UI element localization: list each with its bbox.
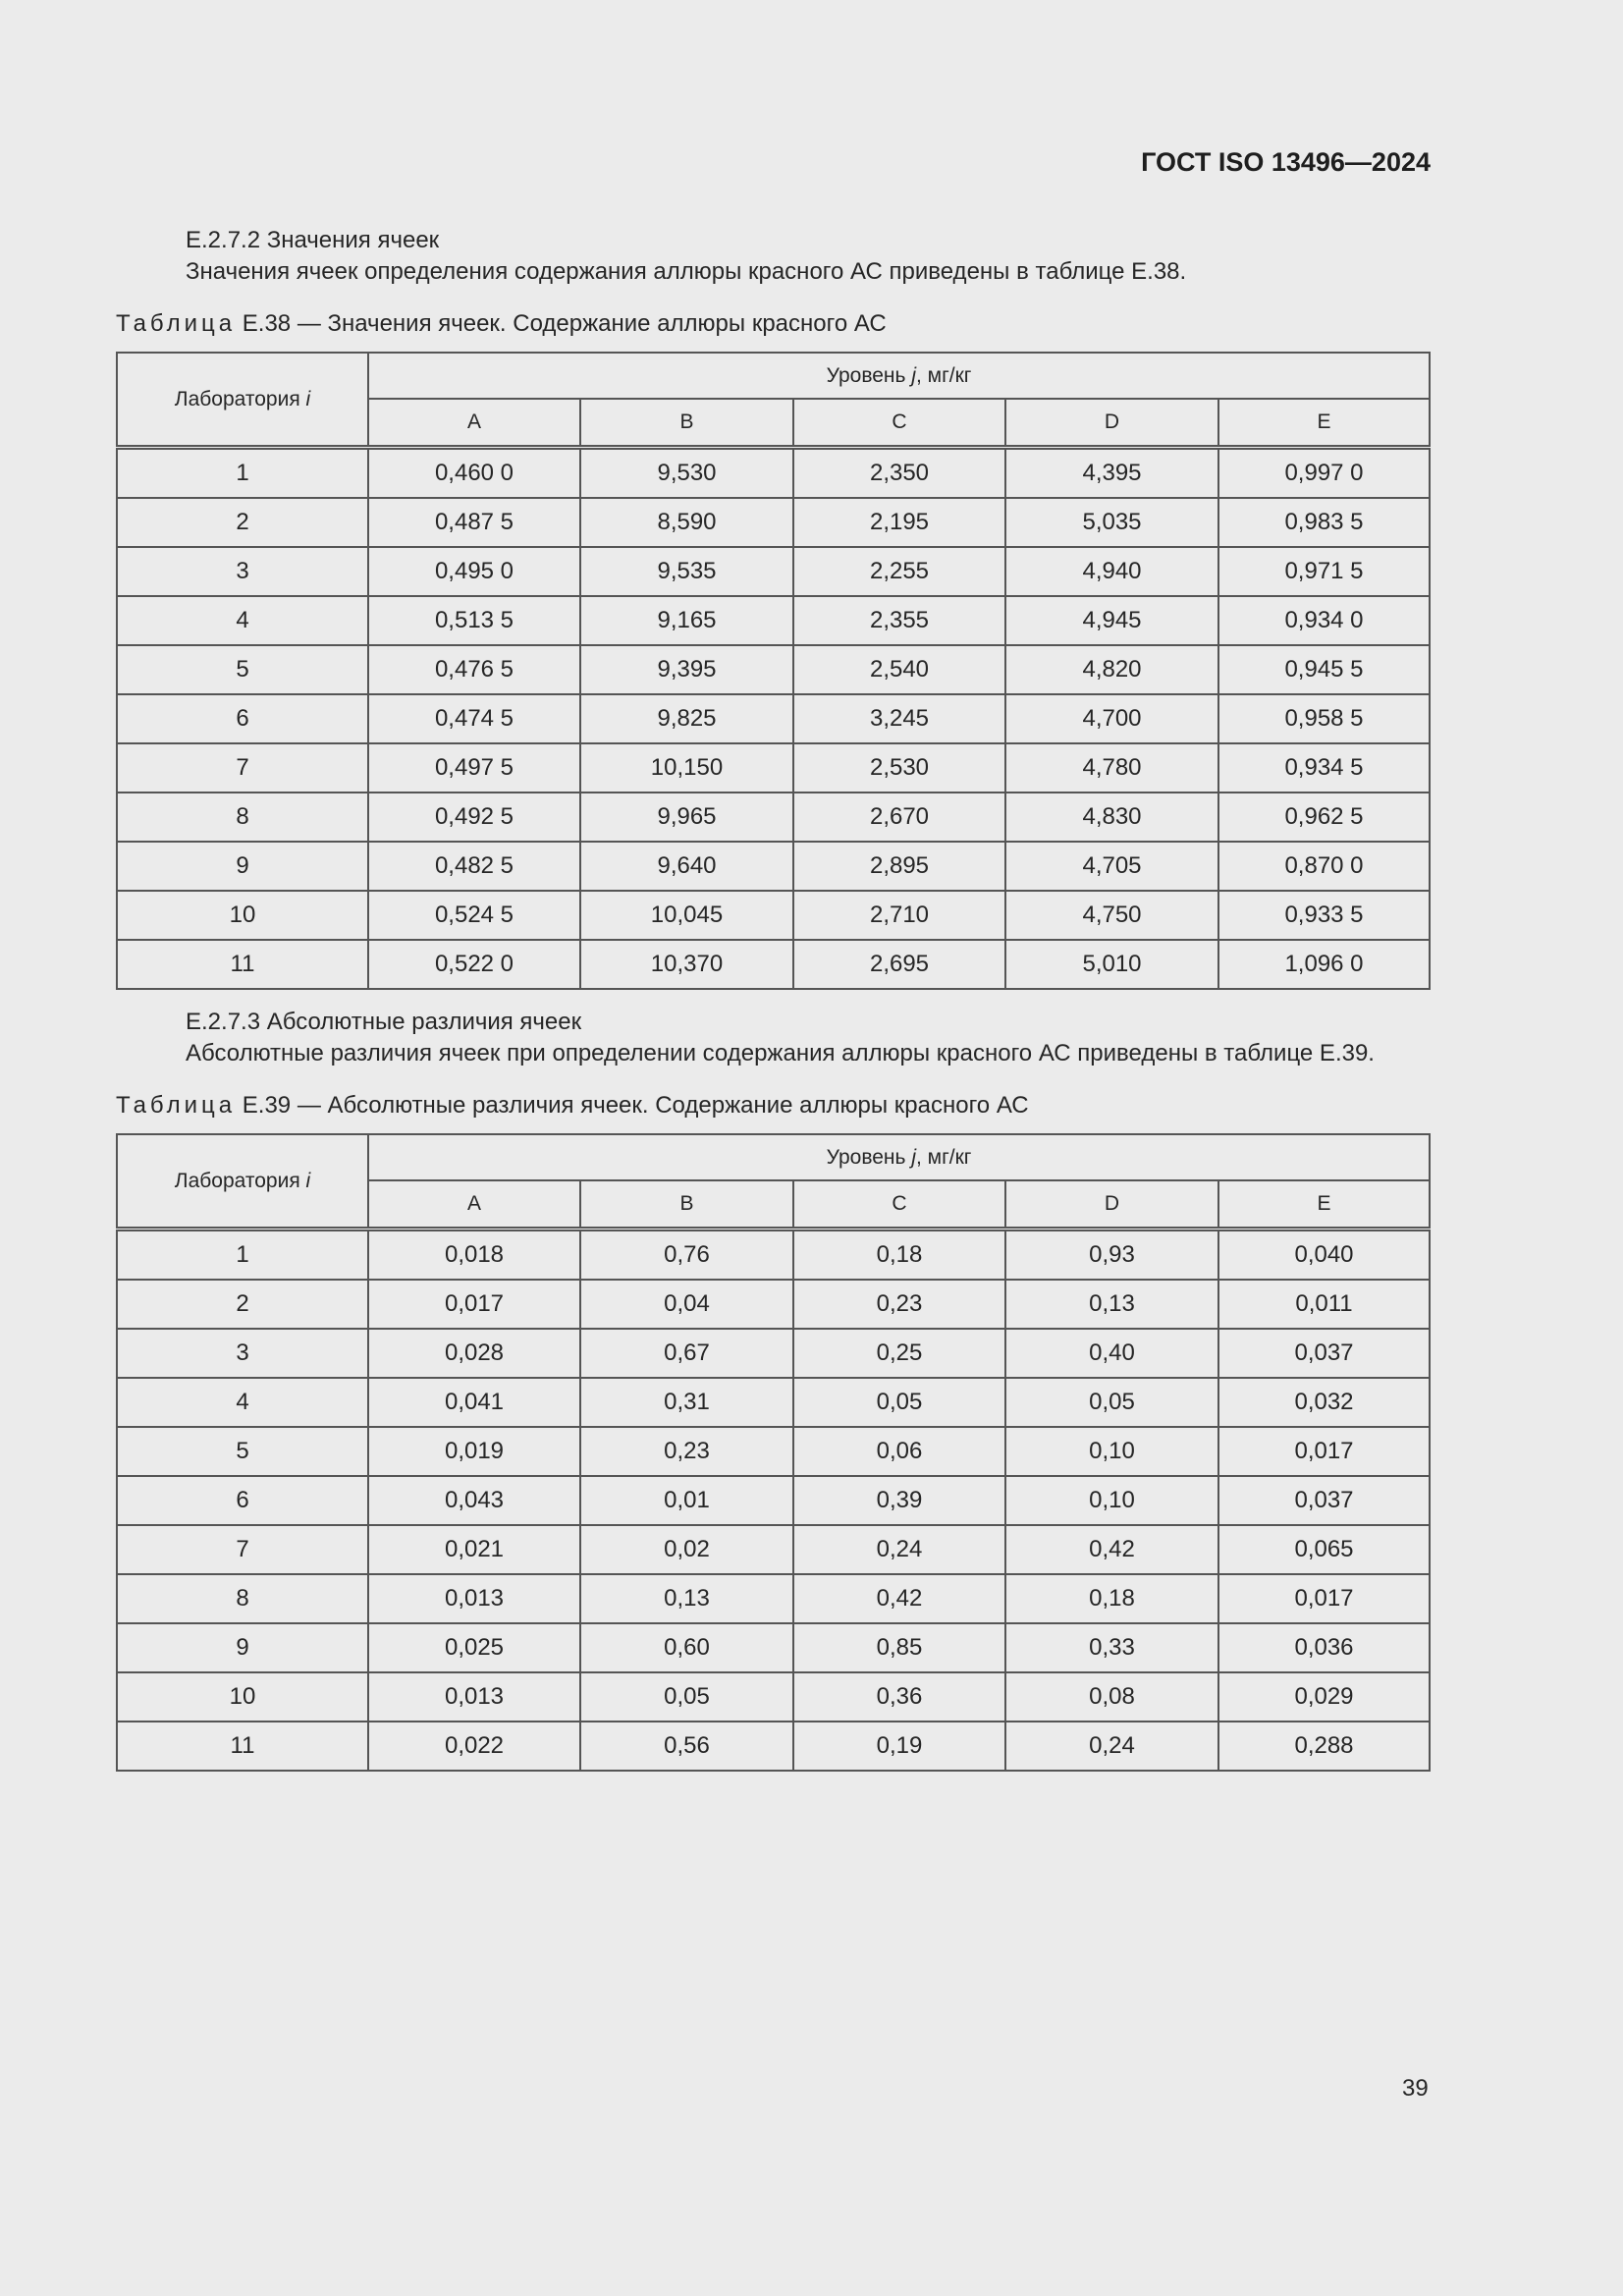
value-cell: 0,945 5 bbox=[1218, 645, 1430, 694]
value-cell: 2,255 bbox=[793, 547, 1005, 596]
table-row bbox=[117, 448, 1430, 499]
table-row bbox=[117, 1427, 1430, 1476]
lab-number-cell: 1 bbox=[117, 1230, 368, 1281]
lab-number-cell: 4 bbox=[117, 596, 368, 645]
table38-lab-var: i bbox=[305, 387, 311, 410]
table-row bbox=[117, 793, 1430, 842]
table39-caption-text: Е.39 — Абсолютные различия ячеек. Содержание аллюры красного АС bbox=[242, 1092, 1029, 1119]
table38-level-label: Уровень bbox=[826, 363, 906, 387]
table39-level-var: j bbox=[911, 1145, 916, 1169]
value-cell: 0,02 bbox=[580, 1525, 793, 1574]
value-cell: 0,04 bbox=[580, 1280, 793, 1329]
table-row bbox=[117, 1230, 1430, 1281]
value-cell: 0,05 bbox=[580, 1672, 793, 1722]
table39-col-header: E bbox=[1218, 1180, 1430, 1230]
table39-caption bbox=[116, 1090, 1029, 1121]
table-row bbox=[117, 842, 1430, 891]
table38-body bbox=[117, 448, 1430, 990]
value-cell: 2,350 bbox=[793, 448, 1005, 499]
lab-number-cell: 11 bbox=[117, 940, 368, 989]
lab-number-cell: 3 bbox=[117, 1329, 368, 1378]
value-cell: 10,370 bbox=[580, 940, 793, 989]
table39-lab-label: Лаборатория bbox=[174, 1169, 300, 1192]
value-cell: 0,958 5 bbox=[1218, 694, 1430, 743]
value-cell: 0,24 bbox=[1005, 1722, 1218, 1771]
table39-col-header: A bbox=[368, 1180, 580, 1230]
value-cell: 1,096 0 bbox=[1218, 940, 1430, 989]
value-cell: 0,474 5 bbox=[368, 694, 580, 743]
lab-number-cell: 11 bbox=[117, 1722, 368, 1771]
table38-caption bbox=[116, 308, 887, 340]
value-cell: 0,962 5 bbox=[1218, 793, 1430, 842]
value-cell: 9,825 bbox=[580, 694, 793, 743]
value-cell: 0,983 5 bbox=[1218, 498, 1430, 547]
value-cell: 0,513 5 bbox=[368, 596, 580, 645]
value-cell: 9,165 bbox=[580, 596, 793, 645]
value-cell: 0,021 bbox=[368, 1525, 580, 1574]
value-cell: 0,025 bbox=[368, 1623, 580, 1672]
value-cell: 0,42 bbox=[1005, 1525, 1218, 1574]
value-cell: 0,524 5 bbox=[368, 891, 580, 940]
page-number: 39 bbox=[1402, 2075, 1429, 2102]
table38-caption-prefix: Таблица bbox=[116, 310, 237, 337]
table-row bbox=[117, 1574, 1430, 1623]
value-cell: 4,700 bbox=[1005, 694, 1218, 743]
value-cell: 0,013 bbox=[368, 1672, 580, 1722]
value-cell: 0,870 0 bbox=[1218, 842, 1430, 891]
value-cell: 0,288 bbox=[1218, 1722, 1430, 1771]
value-cell: 0,31 bbox=[580, 1378, 793, 1427]
value-cell: 4,780 bbox=[1005, 743, 1218, 793]
lab-number-cell: 8 bbox=[117, 793, 368, 842]
value-cell: 0,971 5 bbox=[1218, 547, 1430, 596]
value-cell: 0,522 0 bbox=[368, 940, 580, 989]
value-cell: 0,029 bbox=[1218, 1672, 1430, 1722]
value-cell: 0,05 bbox=[793, 1378, 1005, 1427]
value-cell: 0,85 bbox=[793, 1623, 1005, 1672]
value-cell: 0,24 bbox=[793, 1525, 1005, 1574]
lab-number-cell: 9 bbox=[117, 842, 368, 891]
table38-col-header: D bbox=[1005, 399, 1218, 448]
value-cell: 0,460 0 bbox=[368, 448, 580, 499]
value-cell: 2,695 bbox=[793, 940, 1005, 989]
table-row bbox=[117, 891, 1430, 940]
value-cell: 0,60 bbox=[580, 1623, 793, 1672]
value-cell: 4,830 bbox=[1005, 793, 1218, 842]
table38-lab-label: Лаборатория bbox=[174, 387, 300, 410]
value-cell: 9,965 bbox=[580, 793, 793, 842]
value-cell: 0,017 bbox=[368, 1280, 580, 1329]
value-cell: 0,040 bbox=[1218, 1230, 1430, 1281]
section-e273-text: Абсолютные различия ячеек при определении содержания аллюры красного АС приведены в таблице Е.39. bbox=[186, 1040, 1375, 1066]
value-cell: 0,032 bbox=[1218, 1378, 1430, 1427]
value-cell: 4,395 bbox=[1005, 448, 1218, 499]
value-cell: 10,045 bbox=[580, 891, 793, 940]
value-cell: 0,497 5 bbox=[368, 743, 580, 793]
value-cell: 0,08 bbox=[1005, 1672, 1218, 1722]
lab-number-cell: 4 bbox=[117, 1378, 368, 1427]
value-cell: 0,487 5 bbox=[368, 498, 580, 547]
section-e273-title: Е.2.7.3 Абсолютные различия ячеек bbox=[186, 1009, 582, 1035]
value-cell: 2,355 bbox=[793, 596, 1005, 645]
value-cell: 2,540 bbox=[793, 645, 1005, 694]
value-cell: 0,13 bbox=[1005, 1280, 1218, 1329]
value-cell: 0,39 bbox=[793, 1476, 1005, 1525]
lab-number-cell: 9 bbox=[117, 1623, 368, 1672]
value-cell: 0,18 bbox=[1005, 1574, 1218, 1623]
value-cell: 0,42 bbox=[793, 1574, 1005, 1623]
value-cell: 0,67 bbox=[580, 1329, 793, 1378]
value-cell: 0,492 5 bbox=[368, 793, 580, 842]
lab-number-cell: 2 bbox=[117, 498, 368, 547]
table39-col-header: C bbox=[793, 1180, 1005, 1230]
value-cell: 0,041 bbox=[368, 1378, 580, 1427]
value-cell: 0,76 bbox=[580, 1230, 793, 1281]
value-cell: 4,940 bbox=[1005, 547, 1218, 596]
value-cell: 0,037 bbox=[1218, 1329, 1430, 1378]
value-cell: 0,25 bbox=[793, 1329, 1005, 1378]
value-cell: 2,530 bbox=[793, 743, 1005, 793]
value-cell: 0,043 bbox=[368, 1476, 580, 1525]
table39-level-header bbox=[368, 1134, 1430, 1180]
table38-caption-text: Е.38 — Значения ячеек. Содержание аллюры красного АС bbox=[242, 310, 887, 337]
value-cell: 8,590 bbox=[580, 498, 793, 547]
value-cell: 0,06 bbox=[793, 1427, 1005, 1476]
value-cell: 0,01 bbox=[580, 1476, 793, 1525]
table39-lab-var: i bbox=[305, 1169, 311, 1192]
value-cell: 0,18 bbox=[793, 1230, 1005, 1281]
value-cell: 10,150 bbox=[580, 743, 793, 793]
lab-number-cell: 6 bbox=[117, 694, 368, 743]
table-row bbox=[117, 596, 1430, 645]
table38-level-header bbox=[368, 353, 1430, 399]
table-row bbox=[117, 1280, 1430, 1329]
table-row bbox=[117, 1525, 1430, 1574]
value-cell: 0,037 bbox=[1218, 1476, 1430, 1525]
table-row bbox=[117, 1378, 1430, 1427]
table-row bbox=[117, 940, 1430, 989]
table-e38 bbox=[116, 352, 1431, 990]
value-cell: 0,934 5 bbox=[1218, 743, 1430, 793]
lab-number-cell: 5 bbox=[117, 645, 368, 694]
table39-col-header: D bbox=[1005, 1180, 1218, 1230]
table38-col-header: E bbox=[1218, 399, 1430, 448]
table-row bbox=[117, 1329, 1430, 1378]
table38-col-header: C bbox=[793, 399, 1005, 448]
lab-number-cell: 10 bbox=[117, 891, 368, 940]
value-cell: 0,934 0 bbox=[1218, 596, 1430, 645]
value-cell: 2,895 bbox=[793, 842, 1005, 891]
lab-number-cell: 7 bbox=[117, 1525, 368, 1574]
value-cell: 0,23 bbox=[580, 1427, 793, 1476]
table38-level-var: j bbox=[911, 363, 916, 387]
value-cell: 5,035 bbox=[1005, 498, 1218, 547]
value-cell: 0,93 bbox=[1005, 1230, 1218, 1281]
table39-body bbox=[117, 1230, 1430, 1772]
value-cell: 0,019 bbox=[368, 1427, 580, 1476]
value-cell: 9,530 bbox=[580, 448, 793, 499]
lab-number-cell: 10 bbox=[117, 1672, 368, 1722]
value-cell: 0,05 bbox=[1005, 1378, 1218, 1427]
table-row bbox=[117, 694, 1430, 743]
table-row bbox=[117, 1672, 1430, 1722]
value-cell: 0,40 bbox=[1005, 1329, 1218, 1378]
value-cell: 0,23 bbox=[793, 1280, 1005, 1329]
value-cell: 0,036 bbox=[1218, 1623, 1430, 1672]
value-cell: 2,195 bbox=[793, 498, 1005, 547]
value-cell: 0,017 bbox=[1218, 1574, 1430, 1623]
value-cell: 3,245 bbox=[793, 694, 1005, 743]
value-cell: 0,022 bbox=[368, 1722, 580, 1771]
value-cell: 0,013 bbox=[368, 1574, 580, 1623]
table39-caption-prefix: Таблица bbox=[116, 1092, 237, 1119]
value-cell: 0,495 0 bbox=[368, 547, 580, 596]
value-cell: 0,933 5 bbox=[1218, 891, 1430, 940]
standard-designation: ГОСТ ISO 13496—2024 bbox=[1141, 147, 1431, 177]
table-row bbox=[117, 547, 1430, 596]
table-row bbox=[117, 1476, 1430, 1525]
value-cell: 5,010 bbox=[1005, 940, 1218, 989]
table39-level-unit: , мг/кг bbox=[915, 1145, 972, 1169]
value-cell: 0,13 bbox=[580, 1574, 793, 1623]
value-cell: 0,56 bbox=[580, 1722, 793, 1771]
lab-number-cell: 2 bbox=[117, 1280, 368, 1329]
value-cell: 0,017 bbox=[1218, 1427, 1430, 1476]
lab-number-cell: 3 bbox=[117, 547, 368, 596]
value-cell: 2,670 bbox=[793, 793, 1005, 842]
lab-number-cell: 1 bbox=[117, 448, 368, 499]
value-cell: 0,10 bbox=[1005, 1476, 1218, 1525]
value-cell: 0,065 bbox=[1218, 1525, 1430, 1574]
table38-col-header: B bbox=[580, 399, 793, 448]
lab-number-cell: 8 bbox=[117, 1574, 368, 1623]
table38-level-unit: , мг/кг bbox=[915, 363, 972, 387]
table-row bbox=[117, 1623, 1430, 1672]
value-cell: 0,36 bbox=[793, 1672, 1005, 1722]
value-cell: 0,482 5 bbox=[368, 842, 580, 891]
value-cell: 2,710 bbox=[793, 891, 1005, 940]
value-cell: 0,33 bbox=[1005, 1623, 1218, 1672]
value-cell: 0,997 0 bbox=[1218, 448, 1430, 499]
table38-lab-header bbox=[117, 353, 368, 448]
value-cell: 0,476 5 bbox=[368, 645, 580, 694]
table38-col-header: A bbox=[368, 399, 580, 448]
table-e39 bbox=[116, 1133, 1431, 1772]
value-cell: 4,945 bbox=[1005, 596, 1218, 645]
value-cell: 9,395 bbox=[580, 645, 793, 694]
value-cell: 0,10 bbox=[1005, 1427, 1218, 1476]
table-row bbox=[117, 645, 1430, 694]
table-row bbox=[117, 743, 1430, 793]
value-cell: 9,640 bbox=[580, 842, 793, 891]
lab-number-cell: 7 bbox=[117, 743, 368, 793]
value-cell: 4,750 bbox=[1005, 891, 1218, 940]
value-cell: 9,535 bbox=[580, 547, 793, 596]
section-e272-title: Е.2.7.2 Значения ячеек bbox=[186, 227, 440, 253]
table-row bbox=[117, 498, 1430, 547]
value-cell: 4,820 bbox=[1005, 645, 1218, 694]
lab-number-cell: 5 bbox=[117, 1427, 368, 1476]
table39-col-header: B bbox=[580, 1180, 793, 1230]
section-e272-text: Значения ячеек определения содержания аллюры красного АС приведены в таблице Е.38. bbox=[186, 258, 1187, 285]
value-cell: 0,028 bbox=[368, 1329, 580, 1378]
value-cell: 0,018 bbox=[368, 1230, 580, 1281]
lab-number-cell: 6 bbox=[117, 1476, 368, 1525]
value-cell: 0,19 bbox=[793, 1722, 1005, 1771]
table39-level-label: Уровень bbox=[826, 1145, 906, 1169]
table39-lab-header bbox=[117, 1134, 368, 1230]
table-row bbox=[117, 1722, 1430, 1771]
value-cell: 4,705 bbox=[1005, 842, 1218, 891]
value-cell: 0,011 bbox=[1218, 1280, 1430, 1329]
